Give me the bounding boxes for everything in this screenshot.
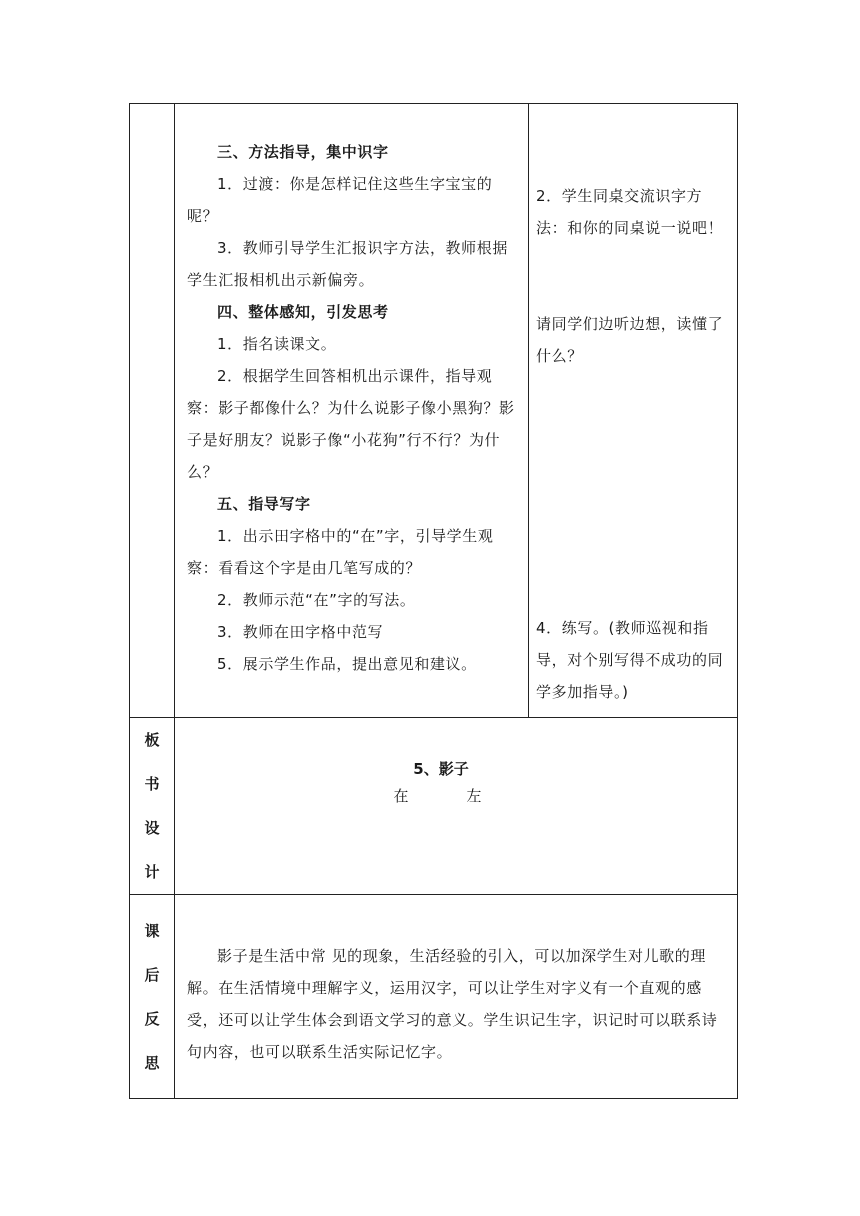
reflection-label: 课 后 反 思: [130, 895, 175, 1099]
process-step: 1．指名读课文。: [217, 335, 337, 353]
process-step: 3．教师引导学生汇报识字方法，教师根据学生汇报相机出示新偏旁。: [187, 239, 508, 289]
process-step: 5．展示学生作品，提出意见和建议。: [217, 655, 477, 673]
board-chars: [138, 782, 737, 810]
lesson-plan-table: [129, 103, 738, 1099]
process-step: 3．教师在田字格中范写: [217, 623, 384, 641]
process-step: 2．教师示范“在”字的写法。: [217, 591, 416, 609]
board-design-row: [130, 718, 738, 895]
process-main-cell: [175, 104, 529, 718]
teaching-process-row: [130, 104, 738, 718]
reflection-content: [175, 895, 738, 1099]
student-activity-note: 4．练写。(教师巡视和指导，对个别写得不成功的同学多加指导。): [536, 619, 724, 701]
section-heading-perception: 四、整体感知，引发思考: [217, 303, 389, 321]
process-label-cell: [130, 104, 175, 718]
process-step: 2．根据学生回答相机出示课件，指导观察：影子都像什么？为什么说影子像小黑狗？影子是好朋友？说影子像“小花狗”行不行？为什么？: [187, 367, 515, 481]
board-design-label: 板 书 设 计: [130, 718, 175, 895]
reflection-row: [130, 895, 738, 1099]
section-heading-writing: 五、指导写字: [217, 495, 311, 513]
section-heading-method: 三、方法指导，集中识字: [217, 143, 389, 161]
process-step: 1．过渡：你是怎样记住这些生字宝宝的呢？: [187, 175, 493, 225]
board-design-content: [175, 718, 738, 895]
reflection-text: 影子是生活中常 见的现象，生活经验的引入，可以加深学生对儿歌的理解。在生活情境中理解字义，运用汉字，可以让学生对字义有一个直观的感受，还可以让学生体会到语文学习的意义。学生识记生字，识记时可以联系诗句内容，也可以联系生活实际记忆字。: [187, 947, 718, 1061]
process-step: 1．出示田字格中的“在”字，引导学生观察：看看这个字是由几笔写成的？: [187, 527, 494, 577]
board-title: 5、影子: [413, 760, 469, 778]
student-activity-note: 2．学生同桌交流识字方法：和你的同桌说一说吧！: [536, 187, 724, 237]
student-activity-note: 请同学们边听边想，读懂了什么？: [536, 315, 724, 365]
process-side-cell: [529, 104, 738, 718]
board-char: 左: [466, 787, 482, 805]
board-char: 在: [393, 787, 409, 805]
